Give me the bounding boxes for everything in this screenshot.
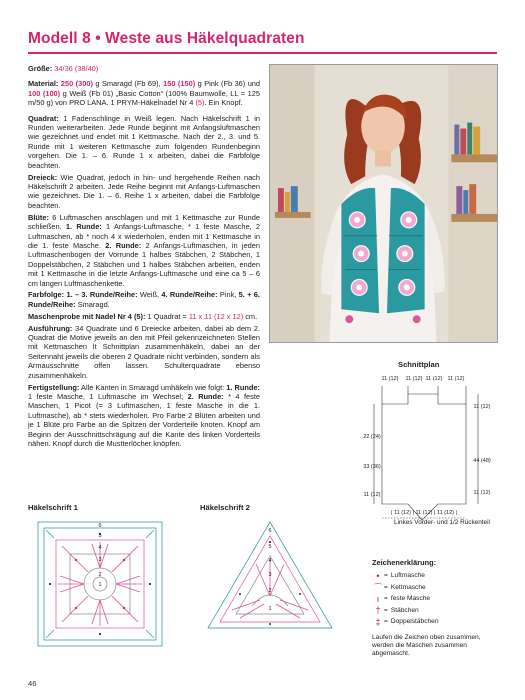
ausfuehrung-paragraph (28, 324, 260, 380)
schnittplan-svg (363, 368, 491, 542)
treble-crochet-icon: ‡ (375, 616, 381, 627)
chart2-row-6: 6 (268, 528, 272, 534)
chart1-round-6: 6 (98, 523, 102, 529)
material-text: g Weiß (Fb 01) „Basic Cotton“ (100% Baumwolle, LL = 125 m/50 g) von PRO LANA. 1 PRYM-Häkelnadel Nr 4 (28, 88, 260, 108)
probe-label: Maschenprobe mit Nadel Nr 4 (5): (28, 311, 146, 321)
round-text: 1 feste Masche, 1 Luftmasche im Wechsel; (28, 392, 188, 401)
crochet-chart-triangle-svg (200, 514, 340, 636)
material-text: g Pink (Fb 36) und (195, 79, 261, 89)
round-label: 2. Runde: (187, 392, 224, 401)
schema-left-bot: 11 (12) (363, 492, 381, 498)
schema-left-top: 22 (24) (363, 434, 381, 440)
ausfuehrung-text: 34 Quadrate und 6 Dreiecke arbeiten, dabei ab dem 2. Quadrat die Motive jeweils an den mit Pfeil gekennzeichneten Stellen mit Kettmaschen lt Schnittplan zusammenhäkeln, dabei an der Seitennaht jeweils die oberen 2 Quadrate nicht verbinden, sondern als Armausschnitte offen lassen. Schulterquadrate ebenso zusammenhäkeln. (28, 323, 260, 380)
single-crochet-icon: ı (376, 593, 380, 604)
page-number: 46 (28, 679, 37, 688)
bluete-label: Blüte: (28, 212, 49, 222)
legend-item: • = Luftmasche (372, 570, 492, 582)
chart2-row-5: 5 (268, 544, 272, 550)
legend-title: Zeichenerklärung: (372, 558, 437, 567)
size-line (28, 64, 260, 73)
farbfolge-label: 4. Runde/Reihe: (161, 290, 218, 300)
double-crochet-icon: † (375, 605, 381, 616)
round-text: * 4 feste Maschen, 1 Picot (= 3 Luftmaschen, 1 feste Masche in die 1. Luftmasche), ab * stets wiederholen. Pro Farbe 2 Blüten arbeiten und je 1 Blüte pro Farbe an die Spitzen der Vorderteile knoten. Knopf am Beginn der Ausschnittschrägung auf die Kante des linken Vorderteils nähen. Knopf durch die Mustterlöcher knöpfen. (28, 392, 261, 449)
schema-col-4: 11 (12) (447, 376, 465, 382)
schema-col-3: 11 (12) (425, 376, 443, 382)
title-bar (0, 28, 525, 52)
page-title: Modell 8 • Weste aus Häkelquadraten (28, 30, 305, 47)
farbfolge-text: Weiß, (137, 290, 162, 300)
schema-col-1: 11 (12) (381, 376, 399, 382)
legend-item: † = Stäbchen (372, 605, 492, 617)
schnittplan-diagram (363, 368, 491, 542)
legend-label: Luftmasche (390, 572, 425, 580)
probe-text: 1 Quadrat = (145, 311, 189, 321)
quadrat-label: Quadrat: (28, 113, 59, 123)
slip-stitch-icon: ⌒ (373, 582, 383, 593)
chain-stitch-icon: • (376, 570, 380, 581)
title-rule (28, 52, 497, 54)
bluete-text: 6 Luftmaschen anschlagen und mit 1 Kettmasche zur Runde schließen. (28, 212, 260, 232)
fertigstellung-text: Alle Kanten in Smaragd umhäkeln wie folgt: (79, 382, 227, 392)
farbfolge-text: Pink, (217, 290, 239, 300)
legend-item: ı = feste Masche (372, 593, 492, 605)
material-label: Material: (28, 79, 59, 89)
material-text: g Smaragd (Fb 69), (92, 79, 164, 89)
chart1-title: Häkelschrift 1 (28, 503, 78, 512)
probe-qty: 11 x 11 (12 x 12) (188, 311, 244, 321)
legend-item: ‡ = Doppelstäbchen (372, 616, 492, 628)
legend-label: feste Masche (390, 595, 431, 603)
material-qty: 100 (100) (28, 88, 61, 98)
dreieck-paragraph (28, 173, 260, 211)
farbfolge-text: Smaragd. (75, 299, 110, 309)
material-text: . Ein Knopf. (204, 98, 243, 108)
quadrat-paragraph (28, 114, 260, 170)
model-photo (269, 64, 498, 343)
instructions-text (28, 64, 260, 451)
ausfuehrung-label: Ausführung: (28, 323, 73, 333)
probe-text: cm. (243, 311, 258, 321)
round-text: 1 Anfangs-Luftmasche, * 1 feste Masche, 2 Luftmaschen, ab * noch 4 x wiederholen, enden mit 1 Kettmasche in die 1. feste Masche. (28, 222, 260, 250)
round-label: 2. Runde: (105, 240, 142, 250)
chart2-title: Häkelschrift 2 (200, 503, 250, 512)
chart2-row-1: 1 (268, 606, 272, 612)
size-value: 34/36 (38/40) (54, 64, 99, 73)
schema-right-bot: 11 (12) (473, 490, 491, 496)
legend (372, 558, 492, 659)
probe-paragraph (28, 312, 260, 321)
material-qty: (5) (195, 98, 205, 108)
legend-label: Doppelstäbchen (390, 618, 439, 626)
farbfolge-label: 5. + 6. Runde/Reihe: (28, 290, 260, 309)
dreieck-label: Dreieck: (28, 172, 58, 182)
legend-label: Stäbchen (390, 606, 419, 614)
round-label: 1. Runde: (65, 222, 102, 232)
chart1-round-5: 5 (98, 533, 102, 539)
dreieck-text: Wie Quadrat, jedoch in hin- und hergehende Reihen nach Häkelschrift 2 arbeiten. Jede Reihe beginnt mit Anfangs-Luftmaschen wie gezeichnet. Die 1. – 6. Reihe 1 x arbeiten, dabei die Farbfolge beachten. (28, 172, 260, 210)
material-qty: 150 (150) (163, 79, 196, 89)
crochet-chart-triangle (200, 514, 340, 636)
chart1-round-1: 1 (98, 582, 102, 588)
schema-bottom: | 11 (12) | 11 (12) | 11 (12) | (391, 510, 457, 516)
schema-left-mid: 33 (36) (363, 464, 381, 470)
chart2-row-2: 2 (268, 588, 272, 594)
material-paragraph (28, 79, 260, 107)
fertigstellung-label: Fertigstellung: (28, 382, 80, 392)
schema-right-mid: 44 (48) (473, 458, 491, 464)
fertigstellung-paragraph (28, 383, 260, 449)
farbfolge-paragraph (28, 290, 260, 309)
bluete-paragraph (28, 213, 260, 288)
schnittplan-title: Schnittplan (398, 360, 440, 369)
legend-note: Laufen die Zeichen oben zusammen, werden die Maschen zusammen abgemascht. (372, 633, 481, 658)
chart2-row-3: 3 (268, 572, 272, 578)
round-text: 2 Anfangs-Luftmaschen, in jeden Luftmaschenbogen der Vorrunde 1 halbes Stäbchen, 2 Stäbchen, 1 Doppelstäbchen, 2 Stäbchen und 1 halbes Stäbchen arbeiten, enden mit 1 Kettmasche in die letzte Anfangs-Luftmasche und eine ca 5 – 6 cm langen Luftmaschenkette. (28, 240, 261, 288)
schnittplan-caption: Linkes Vorder- und 1/2 Rückenteil (394, 519, 490, 526)
round-label: 1. Runde: (226, 382, 261, 392)
chart1-round-3: 3 (98, 557, 102, 563)
chart1-round-2: 2 (98, 572, 102, 578)
legend-label: Kettmasche (390, 583, 426, 591)
quadrat-text: 1 Fadenschlinge in Weiß legen. Nach Häkelschrift 1 in Runden weiterarbeiten. Jede Runde beginnt mit Anfangsluftmaschen wie gezeichnet und endet mit 1 Kettmasche. Nach der 2., 3. und 5. Runde mit 1 weiteren Kettmasche zum folgenden Rundenbeginn vorgehen. Die 1. – 6. Runde 1 x arbeiten, dabei die Farbfolge beachten. (28, 113, 260, 170)
schema-col-2: 11 (12) (405, 376, 423, 382)
crochet-chart-square (30, 514, 170, 654)
model-photo-illustration (270, 65, 497, 342)
schema-right-top: 11 (12) (473, 404, 491, 410)
chart1-round-4: 4 (98, 545, 102, 551)
legend-item: ⌒ = Kettmasche (373, 582, 426, 593)
size-label: Größe: (28, 64, 53, 73)
material-qty: 250 (300) (60, 79, 93, 89)
chart2-row-4: 4 (268, 558, 272, 564)
farbfolge-label: Farbfolge: 1. – 3. Runde/Reihe: (28, 290, 138, 300)
crochet-chart-square-svg (30, 514, 170, 654)
